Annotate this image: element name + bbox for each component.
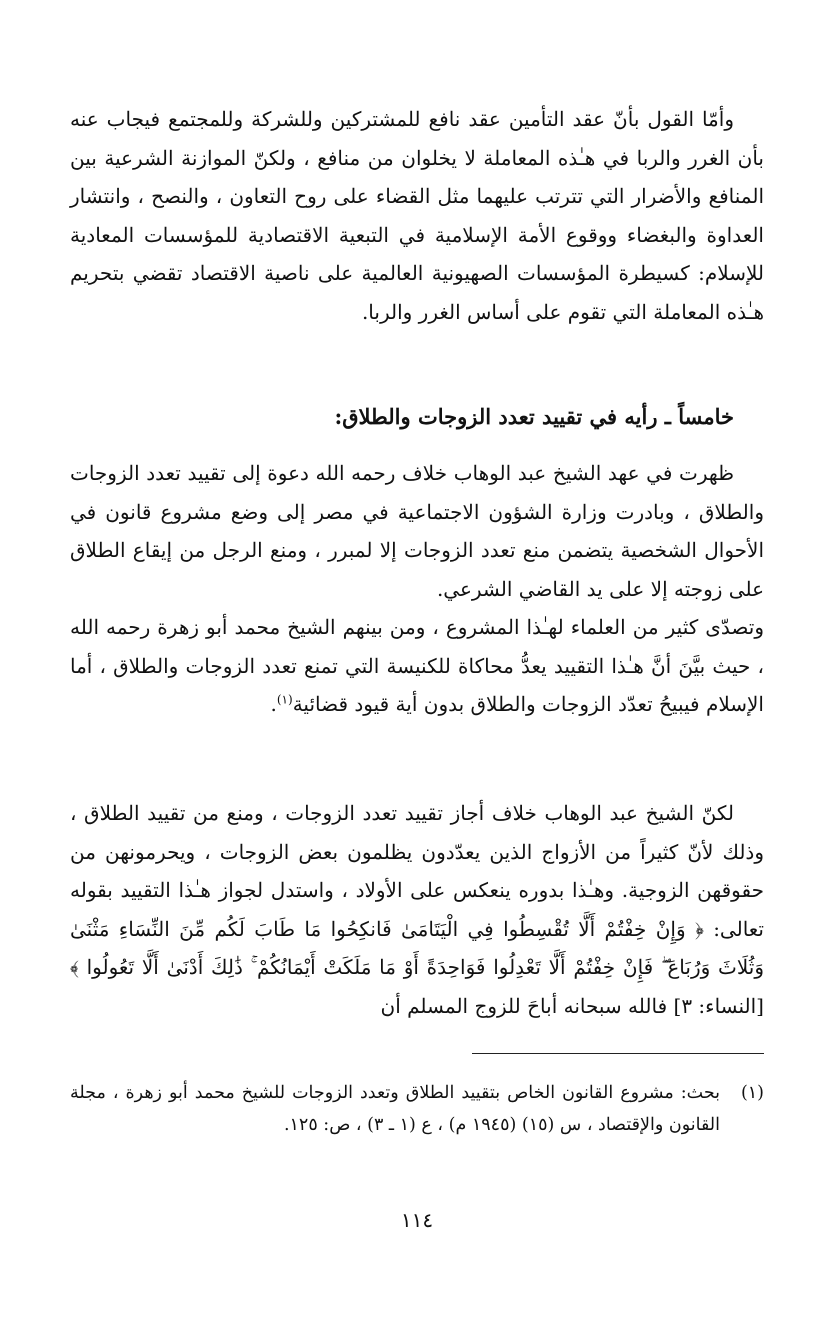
quran-citation: [النساء: ٣] [673, 993, 764, 1018]
paragraph-insurance-rebuttal: وأمّا القول بأنّ عقد التأمين عقد نافع للمشتركين وللشركة وللمجتمع فيجاب عنه بأن الغرر والربا في هـٰذه المعاملة لا يخلوان من منافع ، ولكنّ الموازنة الشرعية بين المنافع والأضرار التي تترتب عليهما مثل القضاء على روح التعاون ، والنصح ، وانتشار العداوة والبغضاء ووقوع الأمة الإسلامية في التبعية الاقتصادية للمؤسسات المعادية للإسلام: كسيطرة المؤسسات الصهيونية العالمية على ناصية الاقتصاد تقضي بتحريم هـٰذه المعاملة التي تقوم على أساس الغرر والربا. [70, 107, 764, 324]
footnote-reference[interactable]: (١) [276, 692, 293, 707]
footnote-text: بحث: مشروع القانون الخاص بتقييد الطلاق وتعدد الزوجات للشيخ محمد أبو زهرة ، مجلة القانون والإقتصاد ، س (١٥) (١٩٤٥ م) ، ع (١ ـ ٣) ، ص: ١٢٥. [70, 1083, 720, 1135]
paragraph-abu-zahra-end: . [270, 692, 277, 716]
paragraph-khallaf-opinion [70, 794, 764, 1025]
main-text-3 [70, 794, 764, 1025]
paragraph-abu-zahra-text: وتصدّى كثير من العلماء لهـٰذا المشروع ، ومن بينهم الشيخ محمد أبو زهرة رحمه الله ، حيث بيَّنَ أنَّ هـٰذا التقييد يعدُّ محاكاة للكنيسة التي تمنع تعدد الزوجات والطلاق ، أما الإسلام فيبيحُ تعدّد الزوجات والطلاق بدون أية قيود قضائية [70, 615, 764, 716]
paragraph-abu-zahra [70, 608, 764, 724]
paragraph-khallaf-text: لكنّ الشيخ عبد الوهاب خلاف أجاز تقييد تعدد الزوجات ، ومنع من تقييد الطلاق ، وذلك لأنّ كثيراً من الأزواج الذين يعدّدون يظلمون بعض الزوجات ، ويحرمونهن من حقوقهن الزوجية. وهـٰذا بدوره ينعكس على الأولاد ، واستدل لجواز هـٰذا التقييد بقوله تعالى: [70, 801, 764, 941]
main-text [70, 100, 764, 331]
footnote [70, 1077, 764, 1141]
paragraph-khallaf-end: فالله سبحانه أباحَ للزوج المسلم أن [380, 993, 668, 1018]
footnote-number: (١) [740, 1083, 764, 1103]
paragraph-restriction-call: ظهرت في عهد الشيخ عبد الوهاب خلاف رحمه الله دعوة إلى تقييد تعدد الزوجات والطلاق ، وبادرت وزارة الشؤون الاجتماعية في مصر إلى وضع مشروع قانون في الأحوال الشخصية يتضمن منع تعدد الزوجات إلا لمبرر ، ومنع الرجل من إيقاع الطلاق على زوجته إلا على يد القاضي الشرعي. [70, 461, 764, 601]
footnote-separator [472, 1053, 764, 1054]
main-text-2 [70, 454, 764, 724]
section-heading: خامساً ـ رأيه في تقييد تعدد الزوجات والطلاق: [334, 404, 734, 429]
section-heading-block [70, 398, 764, 436]
page-number: ١١٤ [400, 1208, 434, 1232]
quran-verse: ﴿ وَإِنْ خِفْتُمْ أَلَّا تُقْسِطُوا فِي الْيَتَامَىٰ فَانكِحُوا مَا طَابَ لَكُم مِّنَ النِّسَاءِ مَثْنَىٰ وَثُلَاثَ وَرُبَاعَ ۖ فَإِنْ خِفْتُمْ أَلَّا تَعْدِلُوا فَوَاحِدَةً أَوْ مَا مَلَكَتْ أَيْمَانُكُمْ ۚ ذَٰلِكَ أَدْنَىٰ أَلَّا تَعُولُوا ﴾ [70, 916, 764, 979]
